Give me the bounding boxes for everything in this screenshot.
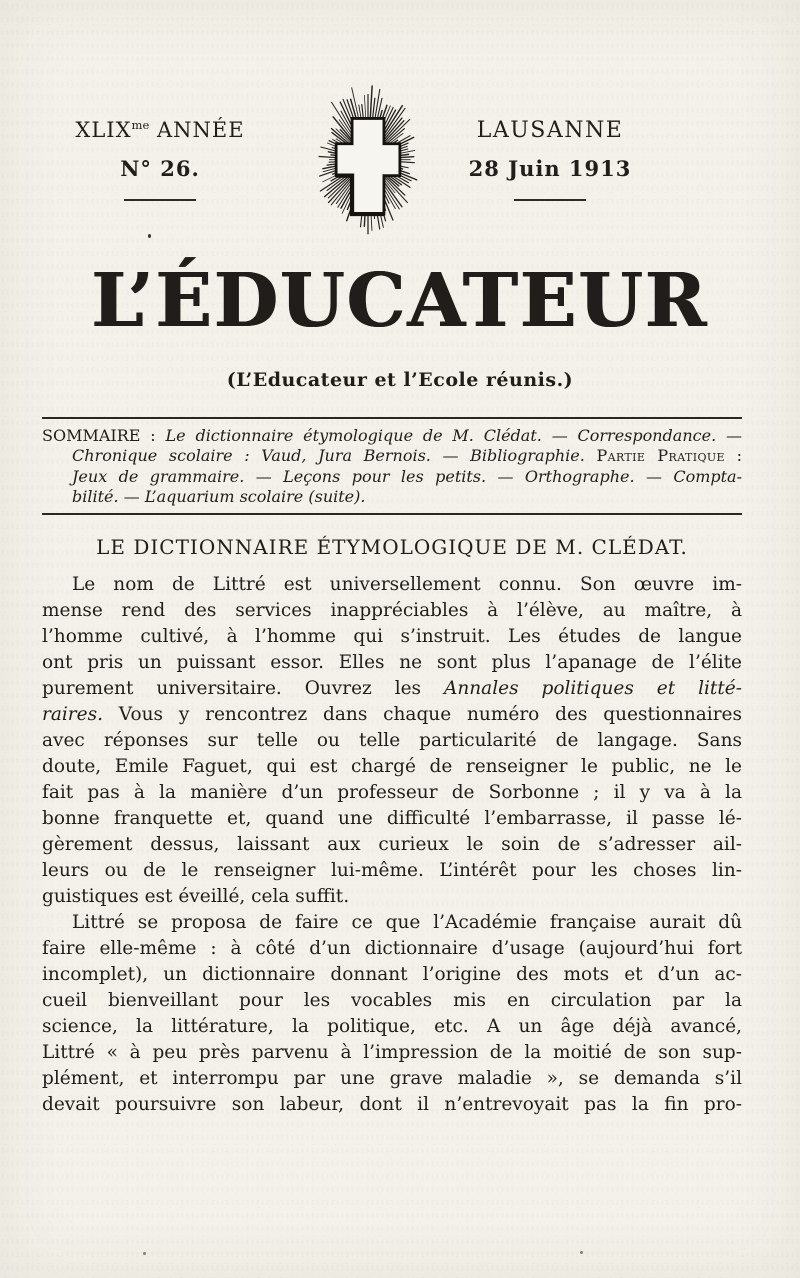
summary-section: [42, 426, 742, 508]
volume-roman: XLIX: [75, 118, 132, 142]
article-line: Le nom de Littré est universellement connu. Son œuvre im-: [72, 573, 742, 595]
article-line: devait poursuivre son labeur, dont il n’entrevoyait pas la fin pro-: [42, 1093, 742, 1115]
article-line: Littré se proposa de faire ce que l’Académie française aurait dû: [72, 911, 742, 933]
swiss-cross-emblem-icon: [293, 80, 443, 245]
summary-line: bilité. — L’aquarium scolaire (suite).: [72, 487, 366, 507]
issue-number: N° 26.: [120, 156, 200, 181]
article-heading: LE DICTIONNAIRE ÉTYMOLOGIQUE DE M. CLÉDAT.: [96, 534, 688, 559]
article-line: doute, Emile Faguet, qui est chargé de renseigner le public, ne le: [42, 755, 742, 777]
issue-date: 28 Juin 1913: [468, 156, 632, 181]
masthead-right: [445, 118, 655, 201]
article-line: bonne franquette et, quand une difficulté l’embarrasse, il passe lé-: [42, 807, 742, 829]
scan-speck: [580, 1251, 583, 1254]
article-line: science, la littérature, la politique, etc. A un âge déjà avancé,: [42, 1015, 742, 1037]
city-name: LAUSANNE: [476, 118, 624, 143]
article-line: l’homme cultivé, à l’homme qui s’instruit. Les études de langue: [42, 625, 742, 647]
horizontal-rule-top: [42, 417, 742, 419]
article-line: purement universitaire. Ouvrez les Annales politiques et litté-: [42, 677, 742, 699]
journal-title: L’ÉDUCATEUR: [91, 258, 709, 344]
article-line: Littré « à peu près parvenu à l’impression de la moitié de son sup-: [42, 1041, 742, 1063]
header-rule-left: [124, 199, 196, 201]
article-line: ont pris un puissant essor. Elles ne sont plus l’apanage de l’élite: [42, 651, 742, 673]
article-line: incomplet), un dictionnaire donnant l’origine des mots et d’un ac-: [42, 963, 742, 985]
article-line: leurs ou de le renseigner lui-même. L’intérêt pour les choses lin-: [42, 859, 742, 881]
article-section: [42, 572, 742, 1118]
article-line: plément, et interrompu par une grave maladie », se demanda s’il: [42, 1067, 742, 1089]
scan-speck: [148, 234, 151, 238]
masthead-left: [55, 118, 265, 201]
volume-suffix: me: [131, 118, 150, 132]
summary-line: Chronique scolaire : Vaud, Jura Bernois. — Bibliographie. Partie Pratique :: [72, 446, 743, 466]
article-line: gèrement dessus, laissant aux curieux le soin de s’adresser ail-: [42, 833, 742, 855]
volume-line: [55, 118, 265, 142]
masthead: [0, 0, 800, 255]
header-rule-right: [514, 199, 586, 201]
article-line: fait pas à la manière d’un professeur de Sorbonne ; il y va à la: [42, 781, 742, 803]
scan-speck: [143, 1252, 146, 1255]
article-line: avec réponses sur telle ou telle particularité de langage. Sans: [42, 729, 742, 751]
summary-line: Jeux de grammaire. — Leçons pour les petits. — Orthographe. — Compta-: [72, 466, 742, 486]
article-line: guistiques est éveillé, cela suffit.: [42, 885, 350, 907]
volume-word: ANNÉE: [149, 118, 245, 142]
horizontal-rule-bottom: [42, 513, 742, 515]
article-line: faire elle-même : à côté d’un dictionnaire d’usage (aujourd’hui fort: [42, 937, 742, 959]
article-line: mense rend des services inappréciables à l’élève, au maître, à: [42, 599, 742, 621]
journal-subtitle: (L’Educateur et l’Ecole réunis.): [226, 368, 574, 391]
article-line: raires. Vous y rencontrez dans chaque numéro des questionnaires: [42, 703, 742, 725]
article-line: cueil bienveillant pour les vocables mis en circulation par la: [42, 989, 742, 1011]
summary-line: SOMMAIRE : Le dictionnaire étymologique de M. Clédat. — Correspondance. —: [42, 425, 742, 445]
